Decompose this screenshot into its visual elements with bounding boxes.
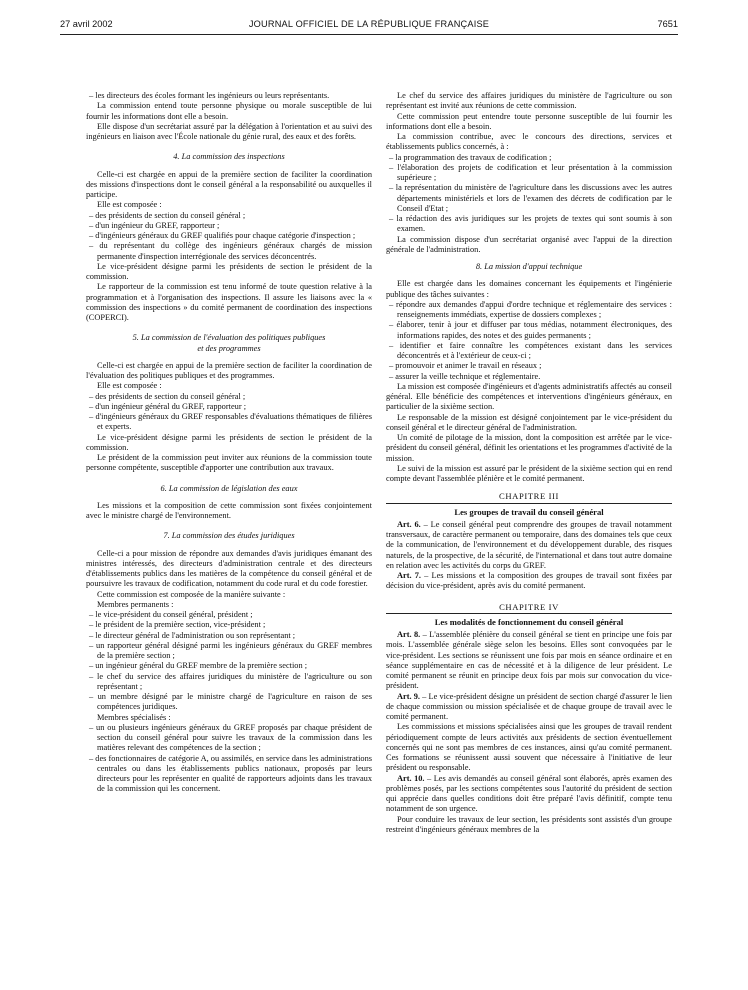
- list-item: – élaborer, tenir à jour et diffuser par tous médias, notamment électroniques, des informations rapides, des notes et des guides permanents ;: [389, 320, 672, 340]
- list-item: – des fonctionnaires de catégorie A, ou assimilés, en service dans les administrations centrales ou dans les établissements publics nationaux, proposés par leurs directeurs pour les représenter en qualité de rapporteurs adjoints dans les travaux de la commission qui les concernent.: [89, 753, 372, 794]
- list-item: – la programmation des travaux de codification ;: [389, 152, 552, 162]
- chapter-rule: [386, 503, 672, 504]
- paragraph: Le vice-président désigne parmi les présidents de section le président de la commission.: [86, 261, 372, 281]
- chapter-title: Les groupes de travail du conseil général: [454, 506, 604, 517]
- article-paragraph: [386, 692, 672, 723]
- paragraph: Le président de la commission peut inviter aux réunions de la commission toute personne compétente, susceptible d'apporter une contribution aux travaux.: [86, 453, 372, 473]
- paragraph: Les missions et la composition de cette commission sont fixées conjointement avec le ministre chargé de l'environnement.: [86, 500, 372, 520]
- paragraph: Membres spécialisés :: [97, 712, 171, 722]
- list-item: – un ou plusieurs ingénieurs généraux du GREF proposés par chaque président de section du conseil général pour suivre les travaux de la commission dans les matières relevant des compétences de la section ;: [89, 722, 372, 753]
- section-heading: 7. La commission des études juridiques: [163, 531, 295, 541]
- article-text: – Le conseil général peut comprendre des groupes de travail notamment transversaux, de caractère permanent ou temporaire, dans des domaines tels que ceux de la communication, de l'environnement et du développement durable, des risques naturels, de la prospective, de la sécurité, de l'international et dans tout autre domaine en relation avec les activités du corps du GREF.: [386, 519, 673, 570]
- paragraph: Pour conduire les travaux de leur section, les présidents sont assistés d'un groupe restreint d'ingénieurs généraux membres de la: [386, 814, 672, 834]
- list-item: – d'ingénieurs généraux du GREF responsables d'évaluations thématiques de filières et experts.: [89, 412, 372, 432]
- paragraph: Le vice-président désigne parmi les présidents de section le président de la commission.: [86, 432, 372, 452]
- list-item: – du représentant du collège des ingénieurs généraux chargés de mission permanente d'inspection interrégionale des services déconcentrés.: [89, 241, 372, 261]
- article-label: Art. 7.: [397, 571, 422, 580]
- paragraph: Membres permanents :: [97, 599, 174, 609]
- left-column: [86, 91, 372, 795]
- paragraph: Le rapporteur de la commission est tenu informé de toute question relative à la programmation et à l'organisation des inspections. Il assure les liaisons avec la « commission des inspections » du comité permanent de coordination des inspections (COPERCI).: [86, 282, 372, 322]
- list-item: – des présidents de section du conseil général ;: [89, 210, 246, 220]
- list-item: – d'ingénieurs généraux du GREF qualifiés pour chaque catégorie d'inspection ;: [89, 231, 356, 240]
- list-item: – d'un ingénieur général du GREF, rapporteur ;: [89, 401, 247, 411]
- list-item: – le chef du service des affaires juridiques du ministère de l'agriculture ou son représentant ;: [89, 671, 372, 691]
- section-heading: 8. La mission d'appui technique: [475, 262, 583, 271]
- list-item: – un rapporteur général désigné parmi les ingénieurs généraux du GREF membres de la première section ;: [89, 640, 372, 660]
- article-paragraph: [386, 571, 672, 592]
- paragraph: Celle-ci a pour mission de répondre aux demandes d'avis juridiques émanant des ministres intéressés, des directeurs d'administration centrale et des directeurs d'établissements publics dans les matières de la compétence du conseil général et de poursuivre les travaux de codification, notamment du code rural et du code forestier.: [86, 548, 372, 589]
- page-header: [60, 19, 678, 33]
- section-heading: 5. La commission de l'évaluation des politiques publiques: [132, 333, 326, 343]
- article-text: – Les missions et la composition des groupes de travail sont fixées par décision du vice-président, après avis du comité permanent.: [386, 571, 672, 591]
- paragraph: La commission contribue, avec le concours des directions, services et établissements publics concernés, à :: [386, 132, 672, 152]
- header-title: JOURNAL OFFICIEL DE LA RÉPUBLIQUE FRANÇAISE: [248, 19, 490, 29]
- article-text: – L'assemblée plénière du conseil général se tient en principe une fois par mois. L'assemblée générale siège selon les besoins. Elles sont convoquées par le vice-président. Les sections se réunissent une fois par mois en séance ordinaire et en séance supplémentaire en cas de nécessité et à la diligence de leur président. Le comité permanent se réunit en principe deux fois par mois sur convocation du vice-président.: [386, 630, 672, 691]
- chapter-title: Les modalités de fonctionnement du conseil général: [434, 616, 624, 627]
- header-rule: [60, 34, 678, 35]
- paragraph: Un comité de pilotage de la mission, dont la composition est arrêtée par le vice-président du conseil général, définit les orientations et les programmes d'activité de la mission.: [386, 433, 672, 463]
- article-text: – Les avis demandés au conseil général sont élaborés, après examen des problèmes posés, par les sections compétentes sous l'autorité du président de section qui apprécie dans quelles conditions doit être préparé l'avis définitif, compte tenu notamment de son urgence.: [386, 773, 673, 814]
- article-label: Art. 10.: [397, 773, 425, 783]
- paragraph: Le chef du service des affaires juridiques du ministère de l'agriculture ou son représentant est invité aux réunions de cette commission.: [386, 91, 672, 111]
- paragraph: Elle dispose d'un secrétariat assuré par la délégation à l'orientation et au suivi des ingénieurs en liaison avec l'École nationale du génie rural, des eaux et des forêts.: [86, 121, 372, 141]
- article-paragraph: [386, 774, 672, 815]
- list-item: – un membre désigné par le ministre chargé de l'agriculture en raison de ses compétences juridiques.: [89, 692, 372, 712]
- paragraph: La commission entend toute personne physique ou morale susceptible de lui fournir les informations dont elle a besoin.: [86, 101, 372, 121]
- list-item: – répondre aux demandes d'appui d'ordre technique et réglementaire des services : renseignements immédiats, expertise de dossiers complexes ;: [389, 299, 672, 319]
- section-heading: 4. La commission des inspections: [173, 152, 285, 162]
- list-item: – assurer la veille technique et réglementaire.: [389, 371, 541, 381]
- section-heading: 6. La commission de législation des eaux: [160, 483, 298, 493]
- chapter-rule: [386, 613, 672, 614]
- list-item: – la représentation du ministère de l'agriculture dans les discussions avec les autres départements ministériels et lors de l'examen des décrets de codification par le Conseil d'Etat ;: [389, 183, 672, 213]
- article-paragraph: [386, 630, 672, 692]
- list-item: – un ingénieur général du GREF membre de la première section ;: [89, 661, 308, 671]
- paragraph: Celle-ci est chargée en appui de la première section de faciliter la coordination des missions d'inspections dont le conseil général a la responsabilité ou auxquelles il participe.: [86, 169, 372, 199]
- paragraph: Les commissions et missions spécialisées ainsi que les groupes de travail rendent périodiquement compte de leurs activités aux présidents de section éventuellement concernés qui ne sont pas membres de ces instances, ainsi qu'au comité permanent. Ces formations se réunissent aussi souvent que nécessaire à l'initiative de leur président ou responsable.: [386, 722, 672, 773]
- page-number: 7651: [657, 19, 678, 29]
- article-paragraph: [386, 520, 672, 571]
- paragraph: Elle est chargée dans les domaines concernant les équipements et l'ingénierie publique des tâches suivantes :: [386, 279, 672, 299]
- header-date: 27 avril 2002: [60, 19, 113, 29]
- list-item: – la rédaction des avis juridiques sur les projets de textes qui sont soumis à son examen.: [389, 214, 672, 234]
- paragraph: Celle-ci est chargée en appui de la première section de faciliter la coordination de l'évaluation des politiques publiques et des programmes.: [86, 360, 372, 380]
- section-heading-cont: et des programmes: [197, 343, 261, 353]
- paragraph: La mission est composée d'ingénieurs et d'agents administratifs affectés au conseil général. Elle bénéficie des compétences et interventions d'ingénieurs généraux, en particulier de la sixième section.: [386, 381, 672, 412]
- article-label: Art. 8.: [397, 630, 421, 639]
- list-item: – identifier et faire connaître les compétences existant dans les services déconcentrés et à l'extérieur de ceux-ci ;: [389, 340, 672, 360]
- paragraph: Cette commission est composée de la manière suivante :: [97, 589, 286, 599]
- list-item: – le directeur général de l'administration ou son représentant ;: [89, 630, 296, 640]
- list-item: – le vice-président du conseil général, président ;: [89, 610, 253, 619]
- paragraph: La commission dispose d'un secrétariat organisé avec l'appui de la direction générale de l'administration.: [386, 234, 672, 254]
- list-item: – le président de la première section, vice-président ;: [89, 620, 266, 630]
- list-item: – l'élaboration des projets de codification et leur présentation à la commission supérieure ;: [389, 162, 672, 182]
- paragraph: Cette commission peut entendre toute personne susceptible de lui fournir les informations dont elle a besoin.: [386, 111, 672, 131]
- list-item: – des présidents de section du conseil général ;: [89, 391, 246, 401]
- article-label: Art. 9.: [397, 691, 421, 701]
- list-item: – les directeurs des écoles formant les ingénieurs ou leurs représentants.: [89, 91, 330, 100]
- paragraph: Le suivi de la mission est assuré par le président de la sixième section qui en rend compte devant l'assemblée plénière et le comité permanent.: [386, 463, 672, 483]
- paragraph: Elle est composée :: [97, 200, 162, 210]
- right-column: [386, 91, 672, 835]
- list-item: – d'un ingénieur du GREF, rapporteur ;: [89, 220, 220, 230]
- paragraph: Le responsable de la mission est désigné conjointement par le vice-président du conseil général et le directeur général de l'administration.: [386, 412, 672, 432]
- paragraph: Elle est composée :: [97, 381, 162, 391]
- list-item: – promouvoir et animer le travail en réseaux ;: [389, 361, 542, 371]
- article-text: – Le vice-président désigne un président de section chargé d'assurer le lien de chaque commission ou mission spécialisée et de chaque groupe de travail avec le comité permanent.: [386, 691, 673, 721]
- chapter-label: CHAPITRE III: [499, 491, 559, 502]
- article-label: Art. 6.: [397, 519, 421, 529]
- chapter-label: CHAPITRE IV: [499, 601, 559, 612]
